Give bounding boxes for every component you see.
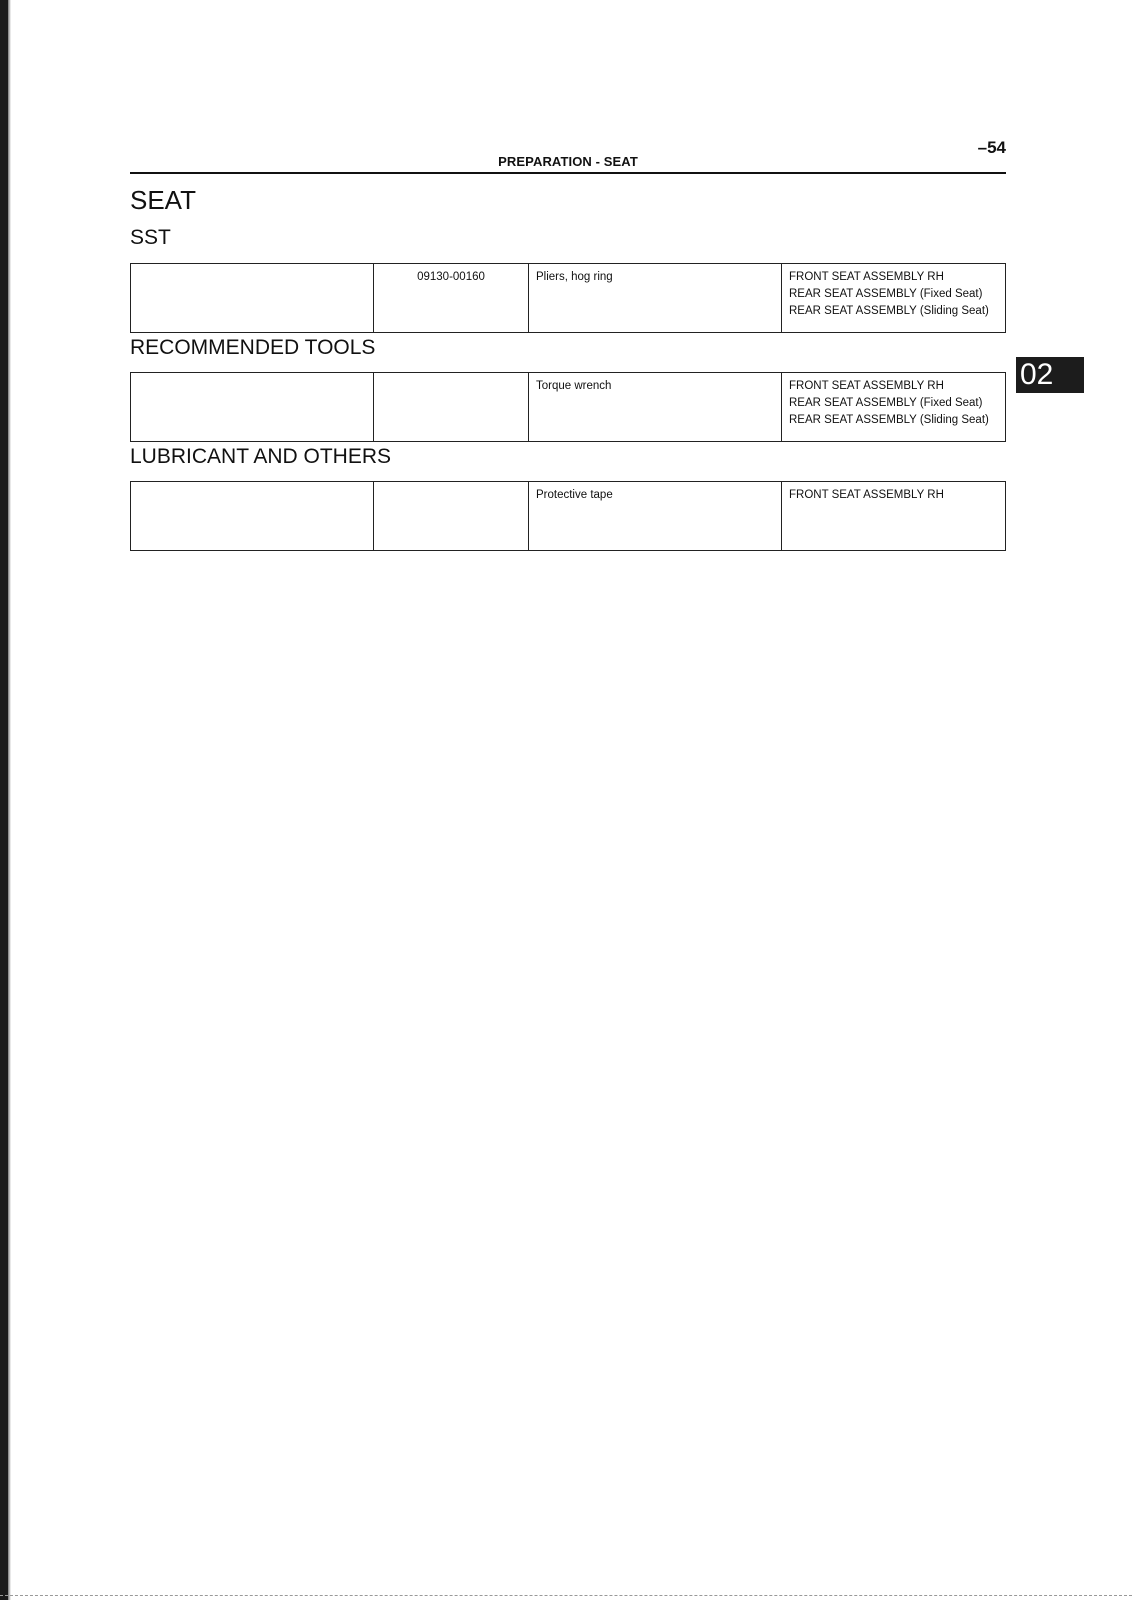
part-number-cell [374,373,529,442]
usage-cell [782,482,1006,551]
usage-line: REAR SEAT ASSEMBLY (Fixed Seat) [789,288,983,300]
part-number-cell [374,482,529,551]
lubricant-and-others-table [130,481,1006,551]
illustration-cell [131,264,374,333]
usage-cell [782,264,1006,333]
section-heading-lubricant-and-others: LUBRICANT AND OTHERS [130,445,391,468]
usage-line: FRONT SEAT ASSEMBLY RH [789,489,944,501]
table-row [131,482,1006,551]
usage-line: REAR SEAT ASSEMBLY (Sliding Seat) [789,305,989,317]
header-rule [130,172,1006,174]
page-number: –54 [977,138,1006,157]
scan-artifact-line [0,1595,1132,1596]
illustration-cell [131,373,374,442]
section-heading-recommended-tools: RECOMMENDED TOOLS [130,336,376,359]
tool-name-cell: Protective tape [529,482,782,551]
usage-line: REAR SEAT ASSEMBLY (Fixed Seat) [789,397,983,409]
scan-binding-edge [0,0,8,1600]
tool-name-cell: Pliers, hog ring [529,264,782,333]
section-tab-marker: 02 [1016,357,1084,393]
recommended-tools-table [130,372,1006,442]
running-header [130,136,1006,174]
usage-line: FRONT SEAT ASSEMBLY RH [789,380,944,392]
illustration-cell [131,482,374,551]
section-heading-sst: SST [130,226,171,249]
header-title: PREPARATION - SEAT [498,154,638,169]
usage-line: FRONT SEAT ASSEMBLY RH [789,271,944,283]
usage-line: REAR SEAT ASSEMBLY (Sliding Seat) [789,414,989,426]
usage-cell [782,373,1006,442]
tool-name-cell: Torque wrench [529,373,782,442]
table-row [131,373,1006,442]
sst-table [130,263,1006,333]
page-heading: SEAT [130,185,196,215]
table-row [131,264,1006,333]
part-number-cell: 09130-00160 [374,264,529,333]
